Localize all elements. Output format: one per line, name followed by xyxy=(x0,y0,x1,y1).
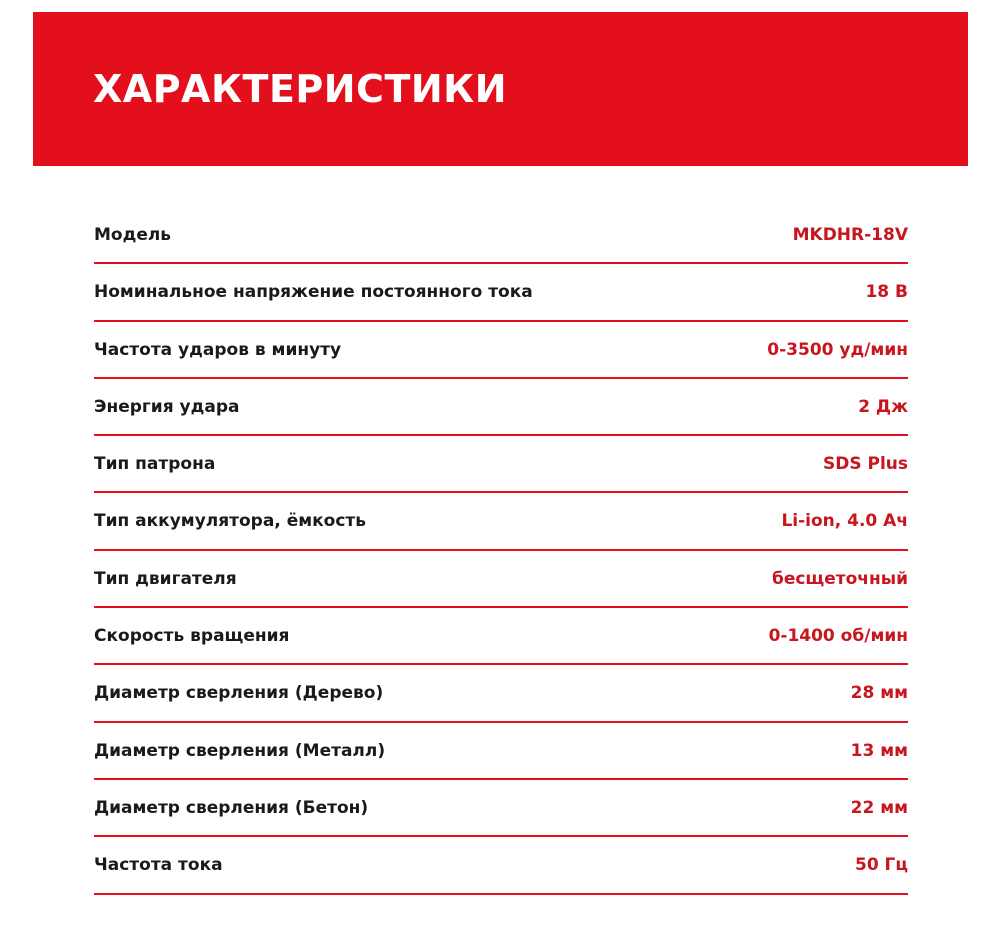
spec-row-motor-type xyxy=(94,551,908,608)
spec-label: Частота ударов в минуту xyxy=(94,339,342,360)
spec-label: Номинальное напряжение постоянного тока xyxy=(94,282,533,303)
spec-row-impact-rate xyxy=(94,322,908,379)
spec-label: Скорость вращения xyxy=(94,626,290,647)
spec-value: Li-ion, 4.0 Ач xyxy=(781,511,908,532)
spec-label: Модель xyxy=(94,225,172,245)
spec-row-drill-metal xyxy=(94,723,908,780)
spec-value: 28 мм xyxy=(850,683,908,704)
spec-row-rotation-speed xyxy=(94,608,908,665)
header-banner xyxy=(33,12,968,166)
spec-value: 0-3500 уд/мин xyxy=(767,339,908,360)
spec-row-chuck-type xyxy=(94,436,908,493)
page-title: ХАРАКТЕРИСТИКИ xyxy=(93,67,508,111)
spec-row-frequency xyxy=(94,837,908,894)
spec-label: Тип двигателя xyxy=(94,568,237,589)
spec-row-battery xyxy=(94,493,908,550)
spec-row-voltage xyxy=(94,264,908,321)
spec-label: Диаметр сверления (Металл) xyxy=(94,740,386,761)
spec-value: 13 мм xyxy=(850,740,908,761)
spec-label: Тип аккумулятора, ёмкость xyxy=(94,511,367,532)
spec-value: 18 В xyxy=(865,282,908,303)
spec-label: Тип патрона xyxy=(94,454,216,475)
spec-value: бесщеточный xyxy=(771,568,908,589)
spec-row-drill-concrete xyxy=(94,780,908,837)
spec-value: 50 Гц xyxy=(854,855,908,876)
spec-label: Диаметр сверления (Дерево) xyxy=(94,683,384,704)
spec-table xyxy=(94,207,908,895)
spec-row-impact-energy xyxy=(94,379,908,436)
spec-value: 0-1400 об/мин xyxy=(768,626,908,647)
spec-row-model xyxy=(94,207,908,264)
spec-value: 22 мм xyxy=(850,797,908,818)
spec-value: SDS Plus xyxy=(822,454,908,475)
spec-label: Диаметр сверления (Бетон) xyxy=(94,797,369,818)
spec-row-drill-wood xyxy=(94,665,908,722)
spec-value: MKDHR-18V xyxy=(792,225,908,245)
spec-label: Энергия удара xyxy=(94,396,240,417)
spec-label: Частота тока xyxy=(94,855,223,876)
spec-value: 2 Дж xyxy=(858,396,908,417)
